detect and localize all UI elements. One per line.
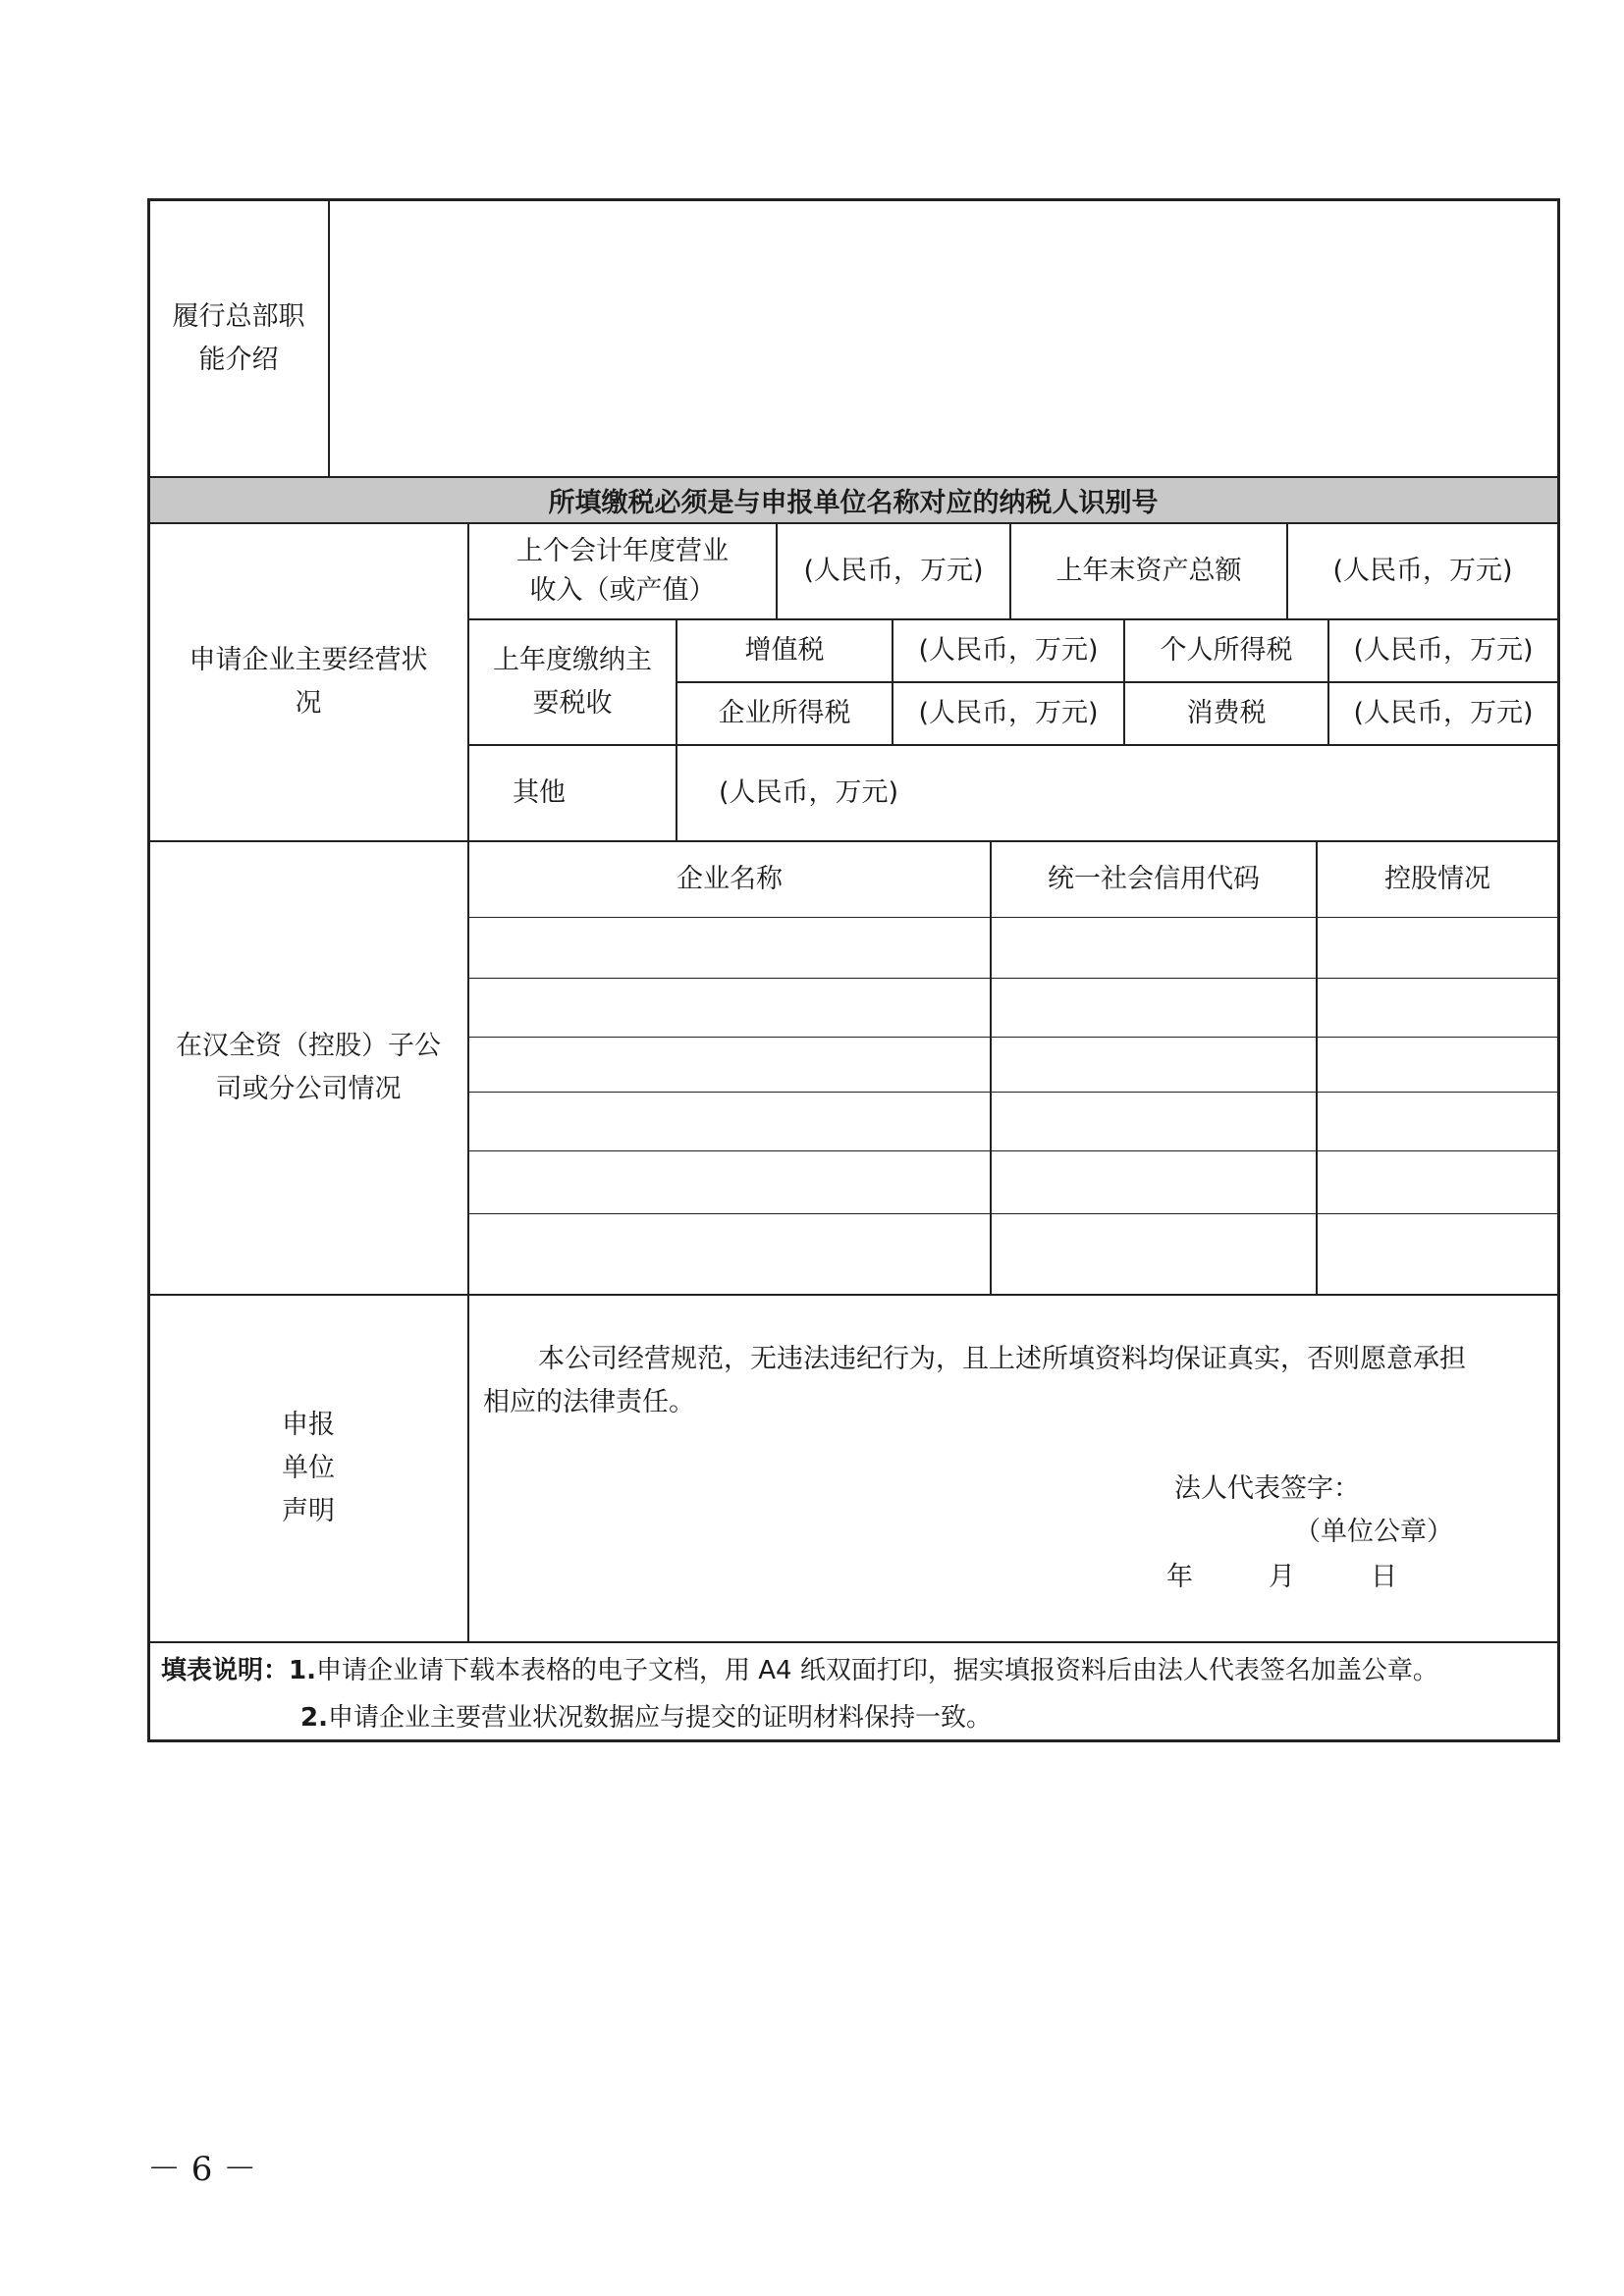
subsidiary-company-name-cell[interactable] bbox=[469, 1215, 990, 1294]
grid-line-h bbox=[147, 522, 1559, 524]
grid-line-v bbox=[676, 618, 677, 842]
subsidiary-holding-cell[interactable] bbox=[1318, 1152, 1557, 1213]
hq-function-label-line1: 履行总部职 bbox=[172, 301, 305, 332]
revenue-input[interactable]: (人民币，万元) bbox=[803, 556, 984, 586]
subsidiary-holding-cell[interactable] bbox=[1318, 919, 1557, 978]
grid-line-h bbox=[467, 1213, 1559, 1214]
subsidiary-credit-code-cell[interactable] bbox=[992, 1039, 1316, 1092]
hq-function-label-line2: 能介绍 bbox=[198, 345, 279, 375]
revenue-label-line2: 收入（或产值） bbox=[529, 575, 716, 606]
instructions-line1 bbox=[161, 1649, 1438, 1692]
grid-line-h bbox=[467, 1092, 1559, 1093]
grid-line-h bbox=[467, 1037, 1559, 1038]
grid-line-h bbox=[467, 618, 1559, 620]
grid-line-h bbox=[467, 1150, 1559, 1151]
grid-line-h bbox=[147, 840, 1559, 842]
grid-line-v bbox=[1009, 522, 1011, 620]
instructions-title: 填表说明： bbox=[161, 1656, 290, 1685]
grid-line-h bbox=[467, 744, 1559, 746]
page-number: － 6 － bbox=[147, 2150, 257, 2189]
instructions-item1-number: 1. bbox=[289, 1656, 316, 1685]
tax-label-line2: 要税收 bbox=[532, 688, 613, 719]
hq-function-input[interactable] bbox=[330, 201, 1557, 476]
operations-label-line2: 况 bbox=[295, 688, 322, 719]
cit-input[interactable]: (人民币，万元) bbox=[918, 698, 1099, 728]
grid-line-v bbox=[328, 198, 330, 478]
subsidiary-company-name-cell[interactable] bbox=[469, 980, 990, 1037]
seal-label[interactable]: （单位公章） bbox=[1294, 1517, 1453, 1547]
subsidiary-holding-cell[interactable] bbox=[1318, 1039, 1557, 1092]
declaration-label-line1: 申报 bbox=[282, 1410, 335, 1440]
assets-input[interactable]: (人民币，万元) bbox=[1332, 556, 1513, 586]
revenue-label-line1: 上个会计年度营业 bbox=[516, 536, 729, 566]
subsidiary-holding-cell[interactable] bbox=[1318, 980, 1557, 1037]
revenue-label bbox=[469, 524, 776, 618]
grid-line-v bbox=[776, 522, 778, 620]
grid-line-v bbox=[990, 840, 992, 1296]
grid-line-v bbox=[1316, 840, 1318, 1296]
subsidiaries-label-line1: 在汉全资（控股）子公 bbox=[176, 1031, 441, 1061]
grid-line-v bbox=[467, 522, 469, 1641]
grid-line-h bbox=[147, 198, 1559, 201]
grid-line-v bbox=[1286, 522, 1288, 620]
vat-label: 增值税 bbox=[744, 635, 825, 666]
grid-line-v bbox=[1123, 618, 1125, 744]
column-header-holding: 控股情况 bbox=[1384, 864, 1490, 894]
grid-line-v bbox=[1557, 198, 1560, 1742]
date-day[interactable]: 日 bbox=[1371, 1562, 1397, 1592]
taxpayer-id-banner: 所填缴税必须是与申报单位名称对应的纳税人识别号 bbox=[149, 478, 1557, 522]
consumption-input[interactable]: (人民币，万元) bbox=[1353, 698, 1534, 728]
subsidiary-holding-cell[interactable] bbox=[1318, 1215, 1557, 1294]
grid-line-h bbox=[147, 476, 1559, 478]
operations-label bbox=[149, 524, 467, 840]
subsidiary-company-name-cell[interactable] bbox=[469, 1152, 990, 1213]
subsidiary-holding-cell[interactable] bbox=[1318, 1094, 1557, 1150]
iit-label: 个人所得税 bbox=[1160, 635, 1293, 666]
declaration-text-line1: 本公司经营规范，无违法违纪行为，且上述所填资料均保证真实，否则愿意承担 bbox=[538, 1344, 1466, 1374]
other-input[interactable]: (人民币，万元) bbox=[719, 777, 899, 808]
subsidiary-credit-code-cell[interactable] bbox=[992, 980, 1316, 1037]
grid-line-h bbox=[147, 1294, 1559, 1296]
iit-input[interactable]: (人民币，万元) bbox=[1353, 635, 1534, 666]
instructions-item2-number: 2. bbox=[300, 1703, 328, 1733]
grid-line-h bbox=[147, 1739, 1559, 1742]
column-header-company-name: 企业名称 bbox=[677, 864, 783, 894]
other-label: 其他 bbox=[513, 777, 566, 808]
cit-label: 企业所得税 bbox=[718, 698, 851, 728]
date-month[interactable]: 月 bbox=[1269, 1562, 1295, 1592]
column-header-credit-code: 统一社会信用代码 bbox=[1048, 864, 1260, 894]
grid-line-h bbox=[467, 978, 1559, 979]
grid-line-h bbox=[676, 681, 1559, 683]
grid-line-v bbox=[147, 198, 150, 1742]
grid-line-v bbox=[892, 618, 893, 744]
subsidiary-credit-code-cell[interactable] bbox=[992, 1094, 1316, 1150]
hq-function-label bbox=[149, 201, 328, 476]
instructions-line2 bbox=[300, 1696, 992, 1739]
subsidiary-credit-code-cell[interactable] bbox=[992, 1152, 1316, 1213]
declaration-label-line2: 单位 bbox=[282, 1453, 335, 1483]
subsidiary-credit-code-cell[interactable] bbox=[992, 919, 1316, 978]
grid-line-v bbox=[1327, 618, 1329, 744]
declaration-text-line2: 相应的法律责任。 bbox=[483, 1387, 695, 1417]
operations-label-line1: 申请企业主要经营状 bbox=[189, 645, 428, 675]
assets-label: 上年末资产总额 bbox=[1056, 556, 1242, 586]
subsidiary-company-name-cell[interactable] bbox=[469, 1039, 990, 1092]
vat-input[interactable]: (人民币，万元) bbox=[918, 635, 1099, 666]
subsidiary-company-name-cell[interactable] bbox=[469, 919, 990, 978]
instructions-item2: 申请企业主要营业状况数据应与提交的证明材料保持一致。 bbox=[327, 1703, 992, 1733]
subsidiary-company-name-cell[interactable] bbox=[469, 1094, 990, 1150]
signature-label[interactable]: 法人代表签字： bbox=[1174, 1473, 1360, 1504]
tax-label-line1: 上年度缴纳主 bbox=[493, 645, 652, 675]
declaration-label bbox=[149, 1296, 467, 1641]
tax-label bbox=[469, 620, 676, 744]
subsidiaries-label-line2: 司或分公司情况 bbox=[215, 1074, 402, 1104]
date-year[interactable]: 年 bbox=[1166, 1562, 1193, 1592]
instructions-item1: 申请企业请下载本表格的电子文档，用 A4 纸双面打印，据实填报资料后由法人代表签名加盖公章。 bbox=[315, 1656, 1438, 1685]
declaration-label-line3: 声明 bbox=[282, 1496, 335, 1526]
subsidiary-credit-code-cell[interactable] bbox=[992, 1215, 1316, 1294]
grid-line-h bbox=[147, 1641, 1559, 1643]
grid-line-h bbox=[467, 917, 1559, 918]
consumption-label: 消费税 bbox=[1186, 698, 1267, 728]
subsidiaries-label bbox=[149, 842, 467, 1294]
